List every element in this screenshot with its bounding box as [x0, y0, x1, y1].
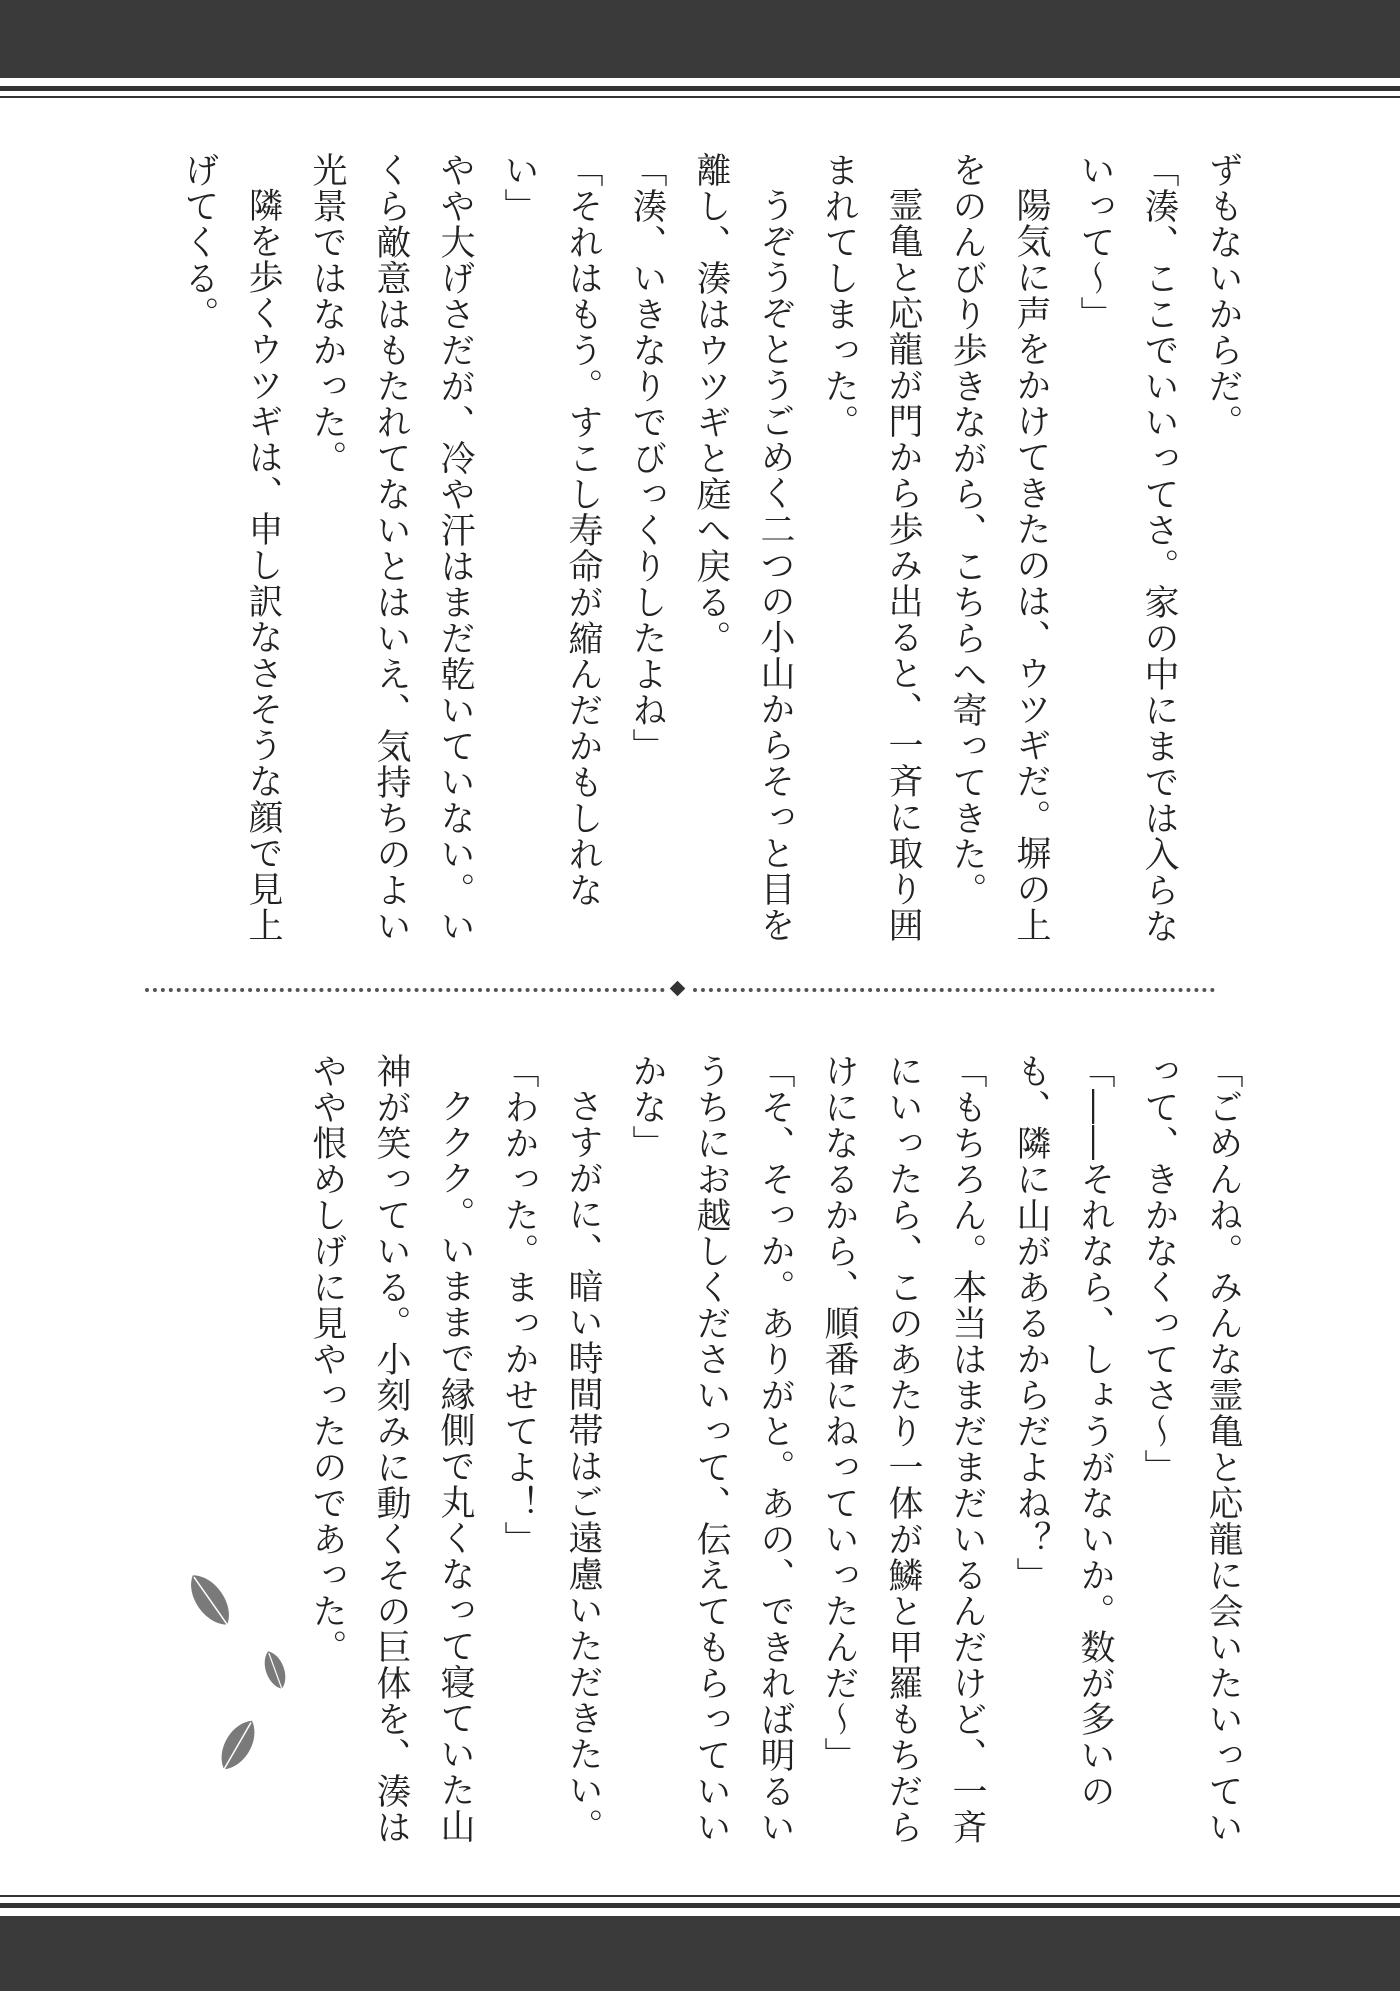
text-section-upper: [145, 152, 1255, 952]
paragraph: ククク。いままで縁側で丸くなって寝ていた山神が笑っている。小刻みに動くその巨体を、湊はやや恨めしげに見やったのであった。: [307, 1053, 475, 1845]
paragraph: 「わかった。まっかせてよ！」: [499, 1053, 539, 1557]
paragraph: 隣を歩くウツギは、申し訳なさそうな顔で見上げてくる。: [179, 152, 283, 943]
header-band: [0, 0, 1400, 78]
leaf-icon: [211, 1714, 263, 1779]
paragraph: 「――それなら、しょうがないか。数が多いのも、隣に山があるからだよね？」: [1011, 1053, 1115, 1809]
paragraph: 「そ、そっか。ありがと。あの、できれば明るいうちにお越しくださいって、伝えてもらっていいかな」: [627, 1053, 795, 1845]
divider-dots-right: [693, 988, 1215, 992]
falling-leaves-decoration: [190, 1560, 340, 1780]
divider-dots-left: [145, 988, 665, 992]
paragraph: ずもないからだ。: [1203, 152, 1243, 440]
paragraph: さすがに、暗い時間帯はご遠慮いただきたい。: [563, 1088, 603, 1844]
footer-band: [0, 1916, 1400, 1991]
header-rule-thin: [0, 96, 1400, 98]
paragraph: 陽気に声をかけてきたのは、ウツギだ。塀の上をのんびり歩きながら、こちらへ寄ってきた。: [947, 152, 1051, 943]
paragraph: やや大げさだが、冷や汗はまだ乾いていない。いくら敵意はもたれてないとはいえ、気持ちのよい光景ではなかった。: [307, 152, 475, 944]
header-rule-thick: [0, 86, 1400, 91]
paragraph: 「湊、ここでいいってさ。家の中にまでは入らないって〜」: [1075, 152, 1179, 944]
paragraph: 「ごめんね。みんな霊亀と応龍に会いたいっていって、きかなくってさ〜」: [1139, 1053, 1243, 1845]
scene-divider: [145, 983, 1215, 997]
paragraph: 「もちろん。本当はまだまだいるんだけど、一斉にいったら、このあたり一体が鱗と甲羅もちだらけになるから、順番にねっていったんだ〜」: [819, 1053, 987, 1845]
paragraph: 「湊、いきなりでびっくりしたよね」: [627, 152, 667, 764]
leaf-icon: [190, 1568, 241, 1636]
footer-rule-thin: [0, 1895, 1400, 1897]
paragraph: 「それはもう。すこし寿命が縮んだかもしれない」: [499, 152, 603, 908]
paragraph: うぞうぞとうごめく二つの小山からそっと目を離し、湊はウツギと庭へ戻る。: [691, 152, 795, 943]
diamond-icon: [670, 981, 686, 997]
leaf-icon: [260, 1648, 292, 1696]
paragraph: 霊亀と応龍が門から歩み出ると、一斉に取り囲まれてしまった。: [819, 152, 923, 943]
footer-rule-thick: [0, 1903, 1400, 1908]
